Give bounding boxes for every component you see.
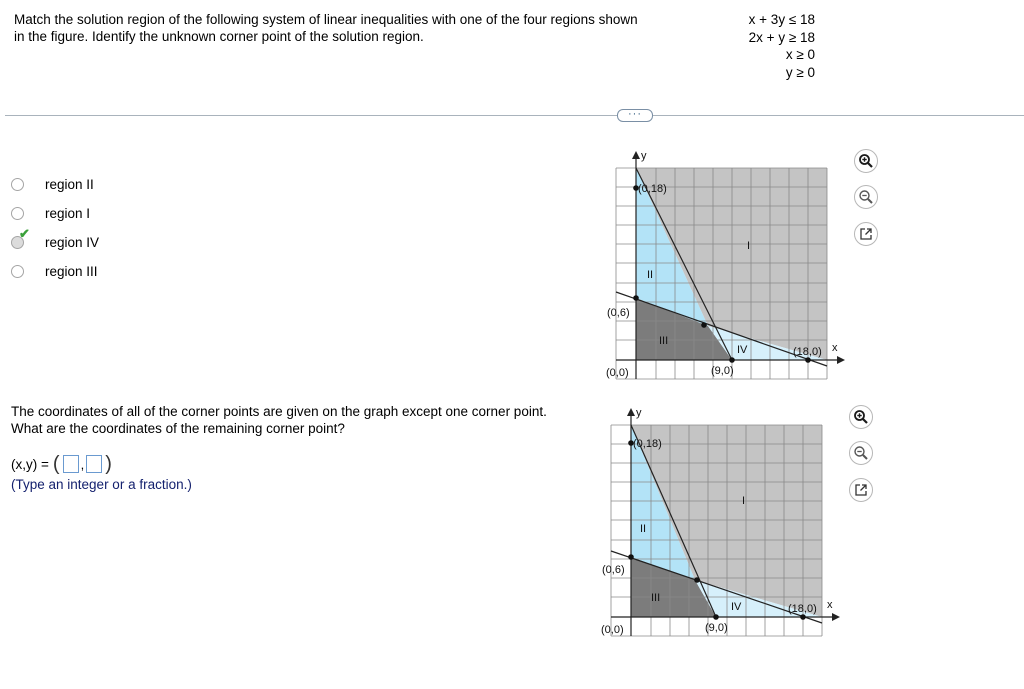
label-0-18: (0,18) — [633, 438, 662, 450]
point-18-0 — [805, 357, 811, 363]
close-paren: ) — [105, 453, 112, 475]
correct-check-icon: ✔ — [19, 226, 30, 241]
point-intersection — [694, 577, 700, 583]
answer-prefix: (x,y) = — [11, 456, 49, 472]
region-label-iv: IV — [731, 601, 742, 613]
answer-choices — [11, 170, 99, 286]
point-0-6 — [628, 554, 634, 560]
x-axis-arrow — [837, 356, 845, 364]
point-18-0 — [800, 614, 806, 620]
y-axis-label: y — [636, 407, 642, 419]
problem-text-line-2: in the figure. Identify the unknown corner point of the solution region. — [14, 29, 424, 44]
zoom-in-button[interactable] — [849, 405, 873, 429]
radio-button[interactable] — [11, 265, 24, 278]
x-axis-label: x — [832, 342, 838, 354]
popout-button[interactable] — [849, 478, 873, 502]
popout-icon — [854, 483, 868, 497]
inequality-2: 2x + y ≥ 18 — [748, 29, 815, 45]
zoom-in-icon — [853, 409, 869, 425]
region-label-ii: II — [647, 269, 654, 281]
choice-label: region IV — [45, 235, 100, 250]
radio-button[interactable] — [11, 178, 24, 191]
zoom-in-icon — [858, 153, 874, 169]
zoom-in-button[interactable] — [854, 149, 878, 173]
question-line-2: What are the coordinates of the remaining corner point? — [11, 421, 345, 436]
open-paren: ( — [52, 453, 60, 475]
zoom-out-icon — [853, 445, 869, 461]
point-0-6 — [633, 295, 639, 301]
y-axis-arrow — [627, 408, 635, 416]
choice-region-ii[interactable] — [11, 170, 99, 199]
choice-region-i[interactable] — [11, 199, 99, 228]
answer-row — [11, 455, 113, 473]
comma: , — [80, 456, 85, 472]
label-9-0: (9,0) — [705, 622, 728, 634]
question-line-1: The coordinates of all of the corner points are given on the graph except one corner point. — [11, 404, 547, 419]
label-0-6: (0,6) — [602, 564, 625, 576]
popout-button[interactable] — [854, 222, 878, 246]
inequality-1: x + 3y ≤ 18 — [748, 12, 815, 27]
inequality-system — [715, 11, 815, 81]
zoom-out-button[interactable] — [854, 185, 878, 209]
problem-text-line-1: Match the solution region of the following system of linear inequalities with one of the four regions shown — [14, 12, 638, 27]
radio-button[interactable] — [11, 207, 24, 220]
y-axis-arrow — [632, 151, 640, 159]
corner-point-question — [11, 403, 601, 437]
region-label-iv: IV — [737, 344, 748, 356]
region-label-ii: II — [640, 523, 647, 535]
label-0-18: (0,18) — [638, 183, 667, 195]
label-9-0: (9,0) — [711, 365, 734, 377]
label-18-0: (18,0) — [793, 346, 822, 358]
label-0-6: (0,6) — [607, 307, 630, 319]
section-divider — [5, 115, 1024, 116]
region-graph-2 — [595, 402, 845, 637]
x-axis-label: x — [827, 599, 833, 611]
region-label-iii: III — [659, 335, 669, 347]
label-0-0: (0,0) — [601, 624, 624, 636]
inequality-4: y ≥ 0 — [785, 64, 815, 80]
label-0-0: (0,0) — [606, 367, 629, 379]
zoom-out-icon — [858, 189, 874, 205]
popout-icon — [859, 227, 873, 241]
label-18-0: (18,0) — [788, 603, 817, 615]
zoom-out-button[interactable] — [849, 441, 873, 465]
choice-region-iii[interactable] — [11, 257, 99, 286]
point-intersection — [701, 322, 707, 328]
expand-button[interactable]: ··· — [617, 109, 653, 122]
choice-region-iv[interactable] — [11, 228, 99, 257]
region-label-iii: III — [651, 592, 661, 604]
choice-label: region II — [45, 177, 94, 192]
choice-label: region I — [45, 206, 91, 221]
y-answer-input[interactable] — [86, 455, 102, 473]
point-9-0 — [713, 614, 719, 620]
point-9-0 — [729, 357, 735, 363]
x-axis-arrow — [832, 613, 840, 621]
answer-hint: (Type an integer or a fraction.) — [11, 477, 192, 492]
x-answer-input[interactable] — [63, 455, 79, 473]
problem-statement — [14, 11, 679, 45]
region-label-i: I — [742, 495, 746, 507]
inequality-3: x ≥ 0 — [785, 47, 815, 62]
region-graph-1 — [600, 145, 850, 380]
region-label-i: I — [747, 240, 751, 252]
y-axis-label: y — [641, 150, 647, 162]
choice-label: region III — [45, 264, 98, 279]
